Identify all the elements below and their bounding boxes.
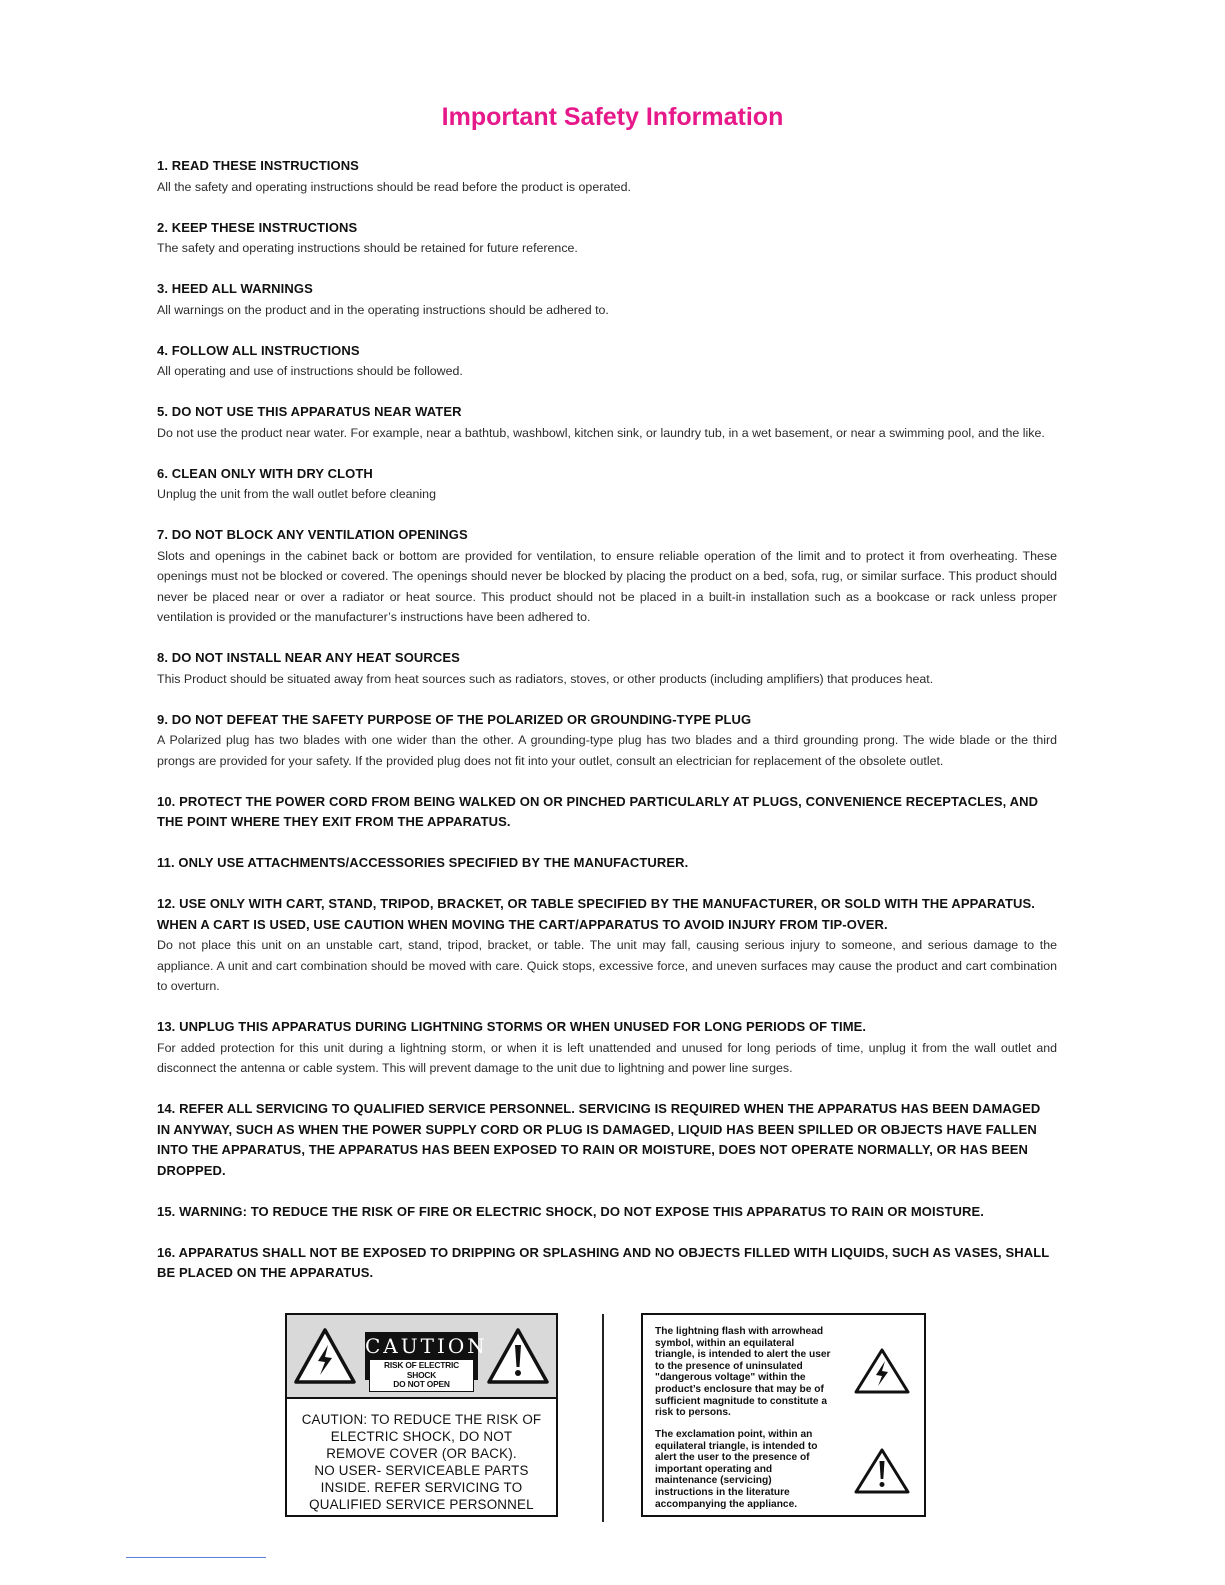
explanation-line: product’s enclosure that may be of [655,1383,824,1395]
caution-text-line: QUALIFIED SERVICE PERSONNEL [309,1497,534,1512]
explanation-line: accompanying the appliance. [655,1498,798,1510]
safety-section [157,156,1057,197]
section-heading: 9. DO NOT DEFEAT THE SAFETY PURPOSE OF THE POLARIZED OR GROUNDING-TYPE PLUG [157,711,752,727]
safety-section [157,464,1057,505]
caution-label-header [287,1315,556,1399]
safety-section [157,1202,1057,1223]
caution-sub-line-2: DO NOT OPEN [393,1379,450,1389]
safety-section [157,648,1057,689]
explanation-line: The lightning flash with arrowhead [655,1326,824,1337]
section-body: All operating and use of instructions should be followed. [157,364,463,378]
explanation-line: risk to persons. [655,1407,731,1419]
explanation-line: symbol, within an equilateral [655,1337,795,1349]
symbol-explanation-box [641,1313,926,1517]
explanation-line: instructions in the literature [655,1486,790,1498]
safety-section [157,341,1057,382]
section-body: Unplug the unit from the wall outlet before cleaning [157,487,436,501]
lightning-triangle-icon [293,1327,357,1385]
explanation-line: "dangerous voltage" within the [655,1372,806,1384]
section-heading: 1. READ THESE INSTRUCTIONS [157,158,359,173]
section-body: Do not use the product near water. For example, near a bathtub, washbowl, kitchen sink, or laundry tub, in a wet basement, or near a swimming pool, and the like. [157,425,1045,440]
caution-text-line: INSIDE. REFER SERVICING TO [320,1480,523,1495]
section-heading: 14. REFER ALL SERVICING TO QUALIFIED SERVICE PERSONNEL. SERVICING IS REQUIRED WHEN THE APPARATUS HAS BEEN DAMAGED IN ANYWAY, SUCH AS WHEN THE POWER SUPPLY CORD OR PLUG IS DAMAGED, LIQUID HAS BEEN SPILLED OR OBJECTS HAVE FALLEN INTO THE APPARATUS, THE APPARATUS HAS BEEN EXPOSED TO RAIN OR MOISTURE, DOES NOT OPERATE NORMALLY, OR HAS BEEN DROPPED. [157,1101,1041,1178]
caution-text-line: CAUTION: TO REDUCE THE RISK OF [301,1412,542,1427]
section-heading: 2. KEEP THESE INSTRUCTIONS [157,219,358,235]
section-heading: 3. HEED ALL WARNINGS [157,281,313,296]
section-heading: 16. APPARATUS SHALL NOT BE EXPOSED TO DRIPPING OR SPLASHING AND NO OBJECTS FILLED WITH LIQUIDS, SUCH AS VASES, SHALL BE PLACED ON THE APPARATUS. [157,1244,1050,1280]
section-heading: 15. WARNING: TO REDUCE THE RISK OF FIRE OR ELECTRIC SHOCK, DO NOT EXPOSE THIS APPARATUS TO RAIN OR MOISTURE. [157,1203,984,1219]
caution-label-text [287,1399,556,1513]
section-body: For added protection for this unit during a lightning storm, or when it is left unattended and unused for long periods of time, unplug it from the wall outlet and disconnect the antenna or cable system. This will prevent damage to the unit due to lightning and power line surges. [157,1040,1057,1075]
section-body: This Product should be situated away from heat sources such as radiators, stoves, or other products (including amplifiers) that produces heat. [157,671,934,686]
safety-section [157,402,1057,443]
caution-subtext [369,1359,474,1392]
safety-section [157,853,1057,874]
lightning-triangle-icon [853,1347,911,1395]
safety-instructions-list [157,156,1057,1304]
safety-section [157,525,1057,628]
section-heading: 11. ONLY USE ATTACHMENTS/ACCESSORIES SPECIFIED BY THE MANUFACTURER. [157,855,689,870]
caution-text-line: REMOVE COVER (OR BACK). [326,1446,517,1461]
section-body: All the safety and operating instructions should be read before the product is operated. [157,179,631,194]
vertical-divider [602,1314,604,1522]
section-heading: 5. DO NOT USE THIS APPARATUS NEAR WATER [157,404,462,419]
exclamation-triangle-icon [853,1447,911,1495]
explanation-line: to the presence of uninsulated [655,1360,803,1372]
lightning-explanation [655,1326,851,1419]
explanation-line: important operating and [655,1463,773,1475]
caution-text-line: NO USER- SERVICEABLE PARTS [314,1463,529,1478]
safety-section [157,1099,1057,1181]
section-body: Slots and openings in the cabinet back or bottom are provided for ventilation, to ensure reliable operation of the limit and to protect it from overheating. These openings must not be blocked or covered. The openings should never be blocked by placing the product on a bed, sofa, rug, or similar surface. This product should never be placed near or over a radiator or heat source. This product should not be placed in a built-in installation such as a bookcase or rack unless proper ventilation is provided or the manufacturer’s instructions have been adhered to. [157,548,1057,624]
caution-label [285,1313,558,1517]
explanation-line: sufficient magnitude to constitute a [655,1395,828,1407]
caution-word: CAUTION [365,1334,488,1358]
section-heading: 10. PROTECT THE POWER CORD FROM BEING WALKED ON OR PINCHED PARTICULARLY AT PLUGS, CONVENIENCE RECEPTACLES, AND THE POINT WHERE THEY EXIT FROM THE APPARATUS. [157,793,1039,829]
explanation-line: equilateral triangle, is intended to [655,1440,818,1452]
section-heading: 8. DO NOT INSTALL NEAR ANY HEAT SOURCES [157,650,460,665]
section-heading: 12. USE ONLY WITH CART, STAND, TRIPOD, BRACKET, OR TABLE SPECIFIED BY THE MANUFACTURER, OR SOLD WITH THE APPARATUS. WHEN A CART IS USED, USE CAUTION WHEN MOVING THE CART/APPARATUS TO AVOID INJURY FROM TIP-OVER. [157,896,1035,932]
explanation-line: maintenance (servicing) [655,1475,772,1487]
section-body: All warnings on the product and in the operating instructions should be adhered to. [157,302,609,317]
section-heading: 6. CLEAN ONLY WITH DRY CLOTH [157,465,373,481]
caution-sub-line-1: RISK OF ELECTRIC SHOCK [384,1360,459,1380]
safety-section [157,894,1057,997]
safety-section [157,1017,1057,1079]
page-title: Important Safety Information [441,103,784,131]
section-body: The safety and operating instructions should be retained for future reference. [157,241,578,255]
explanation-line: The exclamation point, within an [655,1429,813,1440]
safety-section [157,792,1057,833]
section-heading: 7. DO NOT BLOCK ANY VENTILATION OPENINGS [157,527,468,542]
caution-text-line: ELECTRIC SHOCK, DO NOT [330,1429,513,1444]
section-heading: 4. FOLLOW ALL INSTRUCTIONS [157,342,360,358]
safety-section [157,1243,1057,1284]
safety-section [157,279,1057,320]
safety-section [157,218,1057,259]
safety-section [157,710,1057,772]
explanation-line: alert the user to the presence of [655,1452,810,1464]
exclamation-triangle-icon [486,1327,550,1385]
explanation-line: triangle, is intended to alert the user [655,1349,831,1361]
section-body: A Polarized plug has two blades with one wider than the other. A grounding-type plug has two blades and a third grounding prong. The wide blade or the third prongs are provided for your safety. If the provided plug does not fit into your outlet, consult an electrician for replacement of the obsolete outlet. [157,733,1057,768]
section-heading: 13. UNPLUG THIS APPARATUS DURING LIGHTNING STORMS OR WHEN UNUSED FOR LONG PERIODS OF TIME. [157,1019,867,1034]
section-body: Do not place this unit on an unstable cart, stand, tripod, bracket, or table. The unit may fall, causing serious injury to someone, and serious damage to the appliance. A unit and cart combination should be moved with care. Quick stops, excessive force, and uneven surfaces may cause the product and cart combination to overturn. [157,938,1057,993]
footer-link-underline [126,1557,266,1558]
exclamation-explanation [655,1429,851,1510]
caution-panel [365,1332,488,1389]
